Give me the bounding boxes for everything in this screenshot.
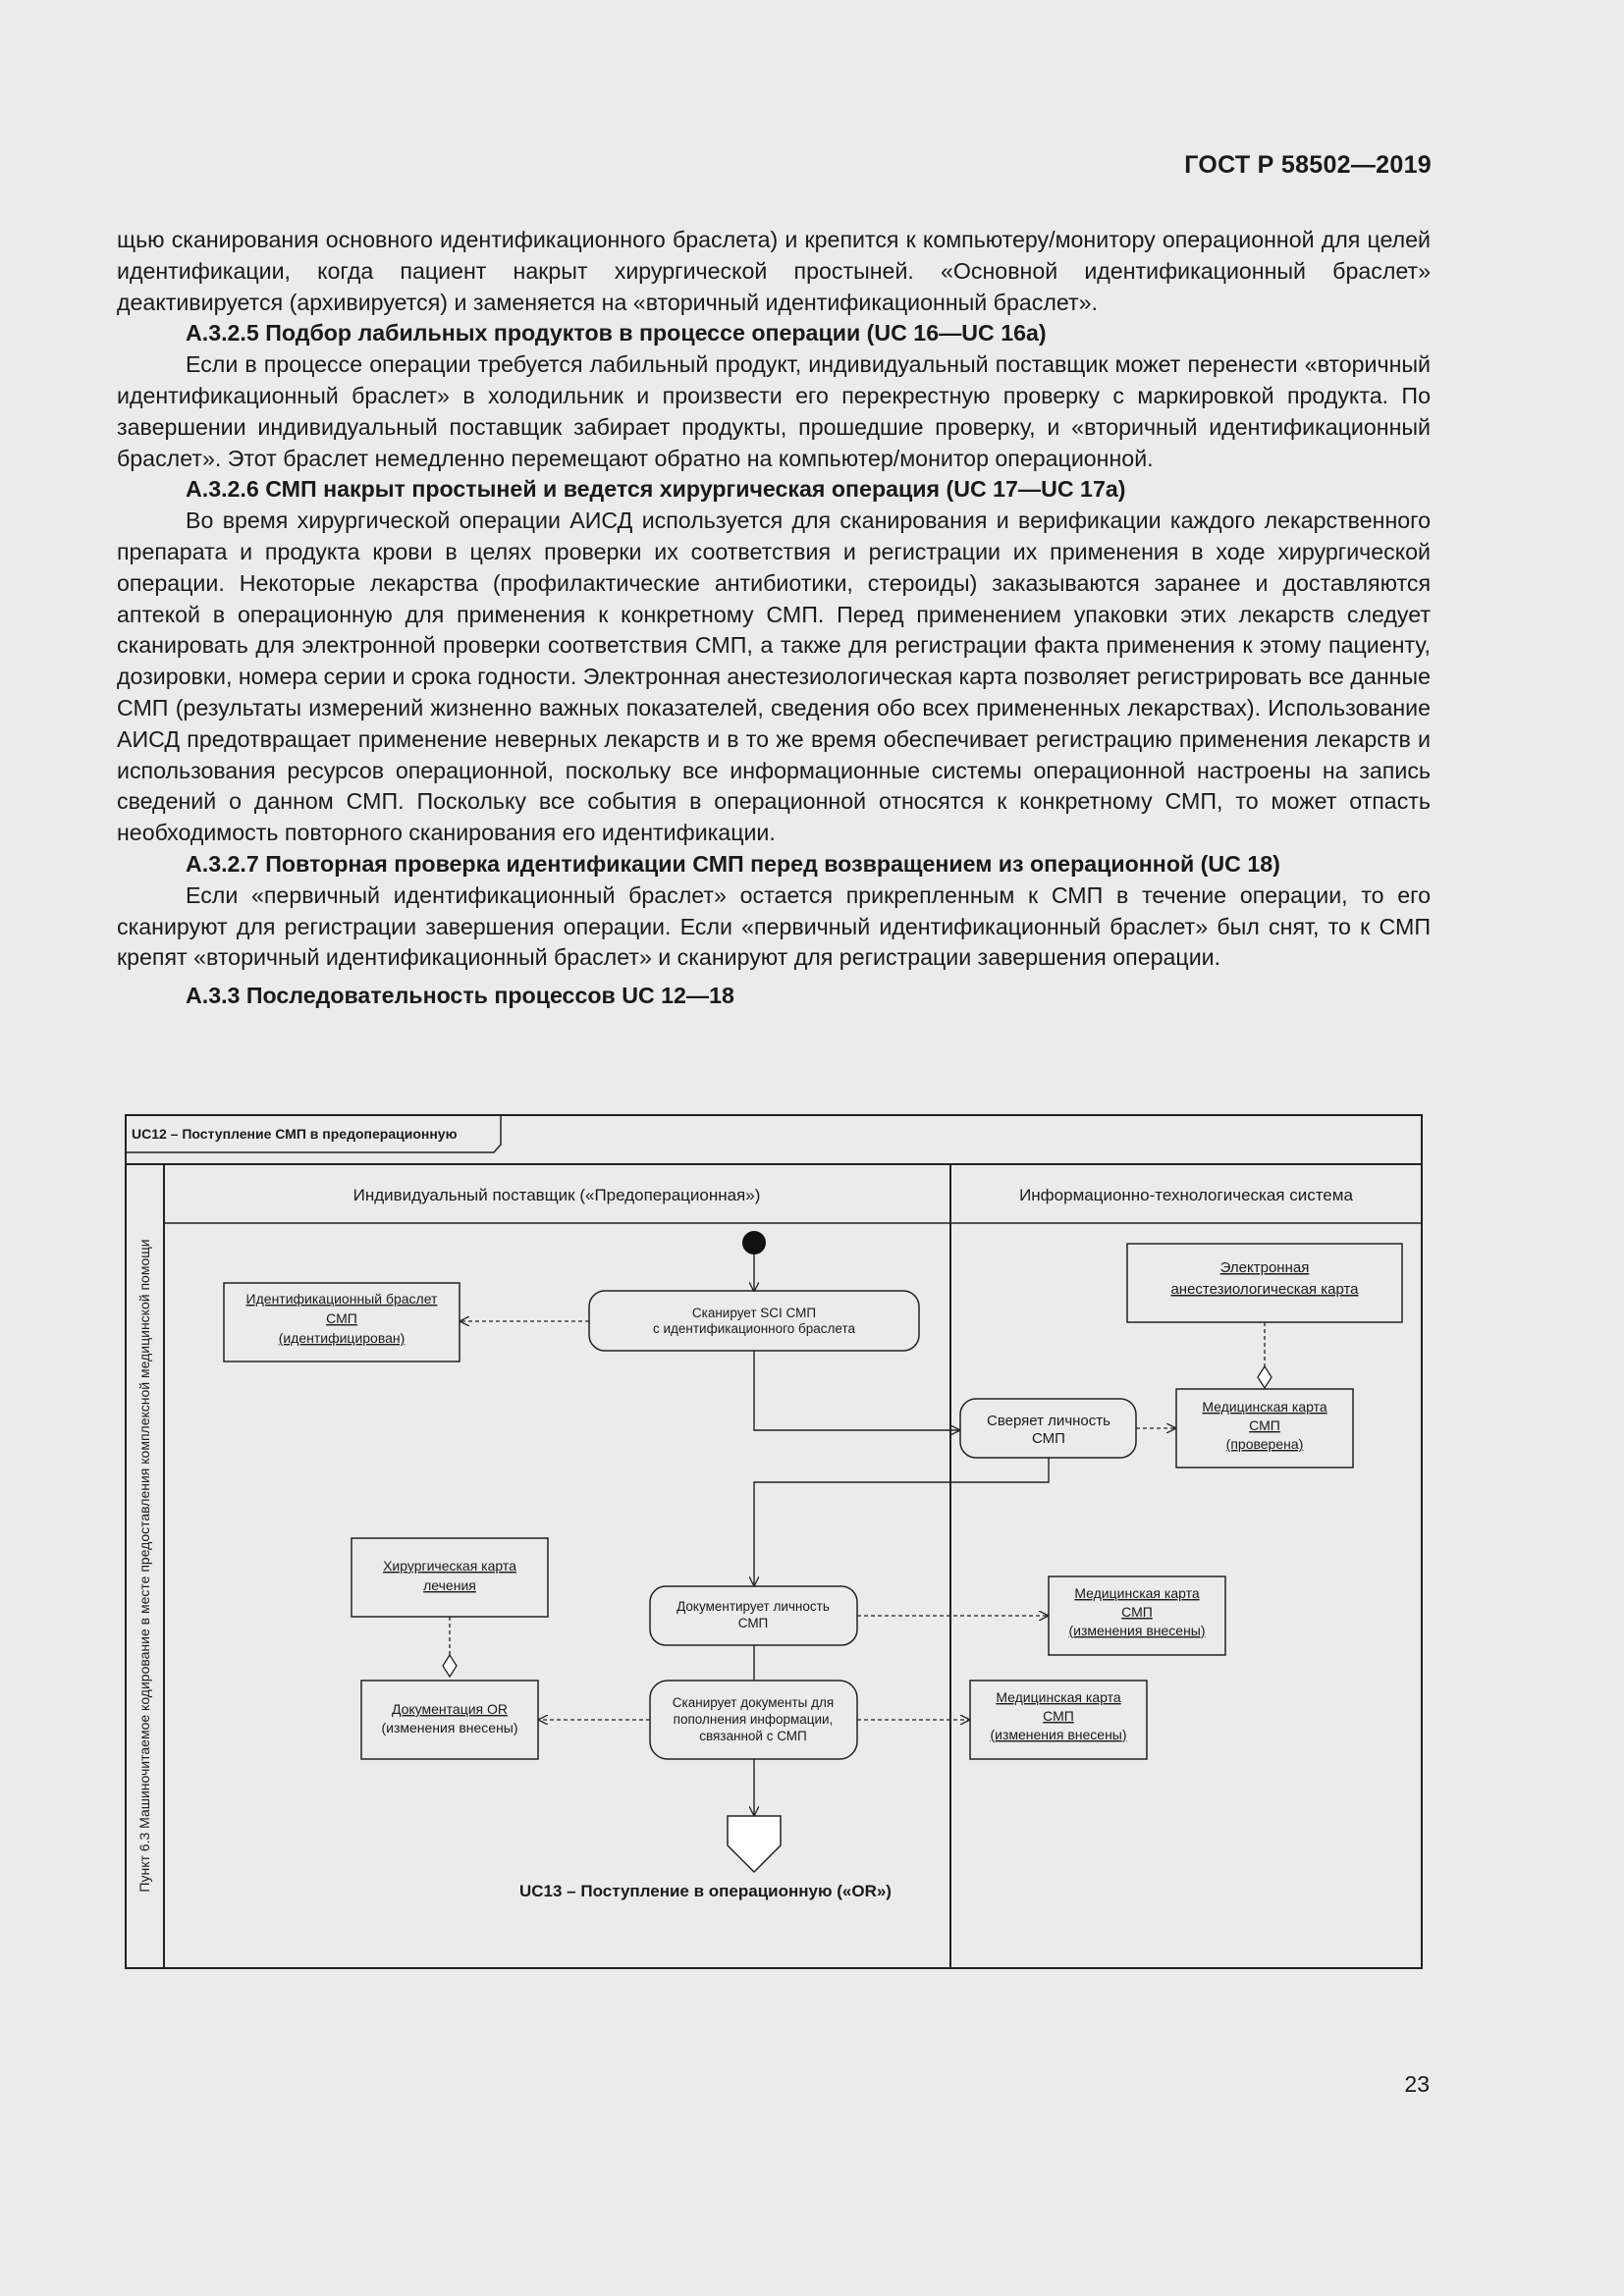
activity-label: Документирует личность [677,1599,830,1614]
side-label: Пункт 6.3 Машиночитаемое кодирование в месте предоставления комплексной медицинской помощи [136,1239,152,1893]
object-label: (изменения внесены) [381,1720,518,1735]
object-label: Медицинская карта [1202,1399,1327,1415]
object-label: СМП [1249,1417,1280,1433]
object-label: (изменения внесены) [990,1727,1127,1742]
next-use-case-label: UC13 – Поступление в операционную («OR») [519,1882,892,1900]
initial-node [742,1231,766,1255]
section-heading: А.3.2.7 Повторная проверка идентификации СМП перед возвращением из операционной (UC 18) [186,850,1280,877]
frame-title: UC12 – Поступление СМП в предоперационную [132,1126,458,1142]
object-label: Хирургическая карта [383,1558,516,1574]
object-label: Электронная [1219,1259,1310,1276]
activity-label: Сканирует документы для [672,1695,835,1710]
paragraph: щью сканирования основного идентификационного браслета) и крепится к компьютеру/монитору операционной для целей идентификации, когда пациент накрыт хирургической простыней. «Основной идентификационный браслет» деактивируется (архивируется) и заменяется на «вторичный идентификационный браслет». [117,227,1431,315]
object-label: лечения [423,1577,476,1593]
section-heading: А.3.2.6 СМП накрыт простыней и ведется хирургическая операция (UC 17—UC 17a) [186,476,1126,503]
object-label: Медицинская карта [1074,1585,1200,1601]
section-heading: А.3.2.5 Подбор лабильных продуктов в процессе операции (UC 16—UC 16a) [186,320,1047,347]
object-label: Документация OR [391,1701,509,1717]
object-label: анестезиологическая карта [1170,1281,1359,1298]
activity-label: СМП [1032,1430,1065,1447]
object-label: СМП [326,1310,357,1326]
page-number: 23 [1404,2071,1430,2097]
object-label: (проверена) [1225,1436,1304,1452]
document-header: ГОСТ Р 58502—2019 [1184,151,1432,179]
activity-label: пополнения информации, [673,1712,834,1727]
activity-label: СМП [737,1616,769,1630]
object-label: (изменения внесены) [1068,1623,1206,1638]
paragraph: Во время хирургической операции АИСД используется для сканирования и верификации каждого лекарственного препарата и продукта крови в целях проверки их соответствия и регистрации их применения в ходе хирургической операции. Некоторые лекарства (профилактические антибиотики, стероиды) заказываются заранее и доставляются аптекой в операционную для применения к конкретному СМП. Перед применением упаковки этих лекарств следует сканировать для электронной проверки соответствия СМП, а также для регистрации факта применения к этому пациенту, дозировки, номера серии и срока годности. Электронная анестезиологическая карта позволяет регистрировать все данные СМП (результаты измерений жизненно важных показателей, сведения обо всех примененных лекарствах). Использование АИСД предотвращает применение неверных лекарств и в то же время обеспечивает регистрацию применения лекарств и использования ресурсов операционной, поскольку все информационные системы операционной настроены на запись сведений о данном СМП. Поскольку все события в операционной относятся к конкретному СМП, то может отпасть необходимость повторного сканирования его идентификации. [117,507,1431,846]
lane-left-title: Индивидуальный поставщик («Предоперационная») [352,1186,761,1204]
object-label: СМП [1121,1604,1153,1620]
activity-label: Сканирует SCI СМП [691,1306,817,1320]
activity-label: с идентификационного браслета [652,1321,856,1336]
object-label: СМП [1043,1708,1074,1724]
activity-label: связанной с СМП [699,1729,807,1743]
paragraph: Если в процессе операции требуется лабильный продукт, индивидуальный поставщик может перенести «вторичный идентификационный браслет» в холодильник и произвести его перекрестную проверку с маркировкой продукта. По завершении индивидуальный поставщик забирает продукты, прошедшие проверку, и «вторичный идентификационный браслет». Этот браслет немедленно перемещают обратно на компьютер/монитор операционной. [117,351,1431,471]
paragraph: Если «первичный идентификационный браслет» остается прикрепленным к СМП в течение операции, то его сканируют для регистрации завершения операции. Если «первичный идентификационный браслет» был снят, то к СМП крепят «вторичный идентификационный браслет» и сканируют для регистрации завершения операции. [117,881,1431,971]
object-label: Идентификационный браслет [245,1291,438,1307]
activity-label: Сверяет личность [987,1413,1110,1429]
section-heading: А.3.3 Последовательность процессов UC 12—18 [186,983,734,1009]
object-label: Медицинская карта [996,1689,1121,1705]
lane-right-title: Информационно-технологическая система [1019,1186,1353,1204]
object-label: (идентифицирован) [278,1330,406,1346]
offpage-connector [728,1816,781,1872]
